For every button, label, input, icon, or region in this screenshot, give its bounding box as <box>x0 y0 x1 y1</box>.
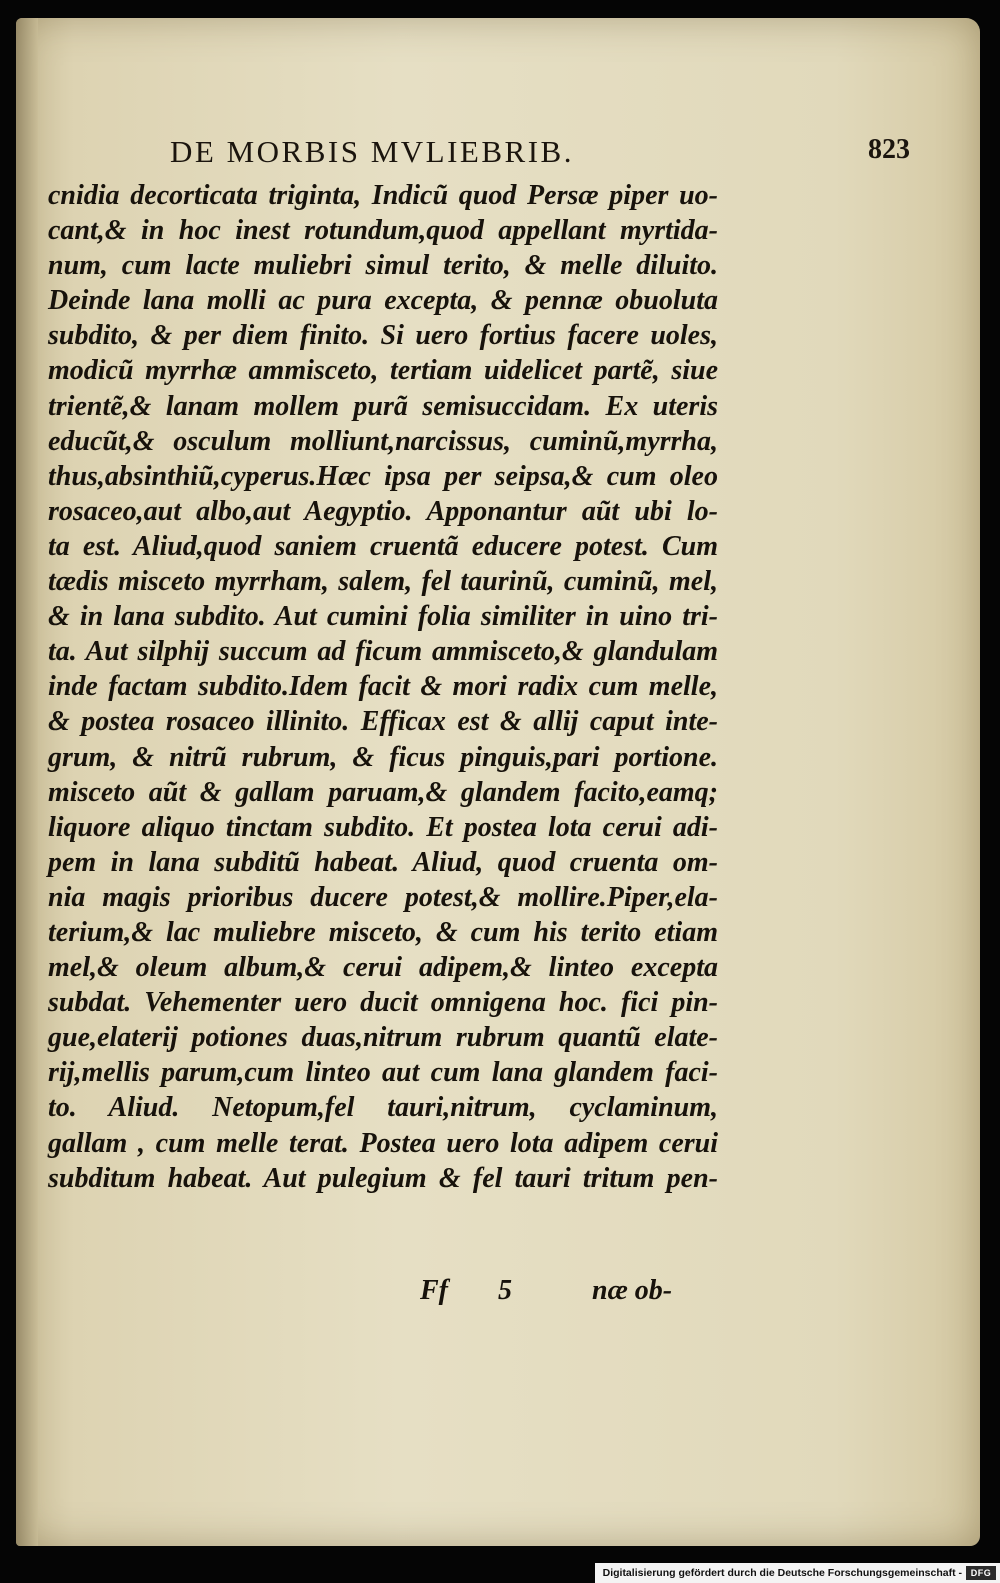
text-line: gallam , cum melle terat. Postea uero lota adipem cerui <box>48 1127 718 1159</box>
text-line: rosaceo,aut albo,aut Aegyptio. Apponantur aũt ubi lo- <box>48 495 718 527</box>
text-line: terium,& lac muliebre misceto, & cum his terito etiam <box>48 916 718 948</box>
text-line: cant,& in hoc inest rotundum,quod appellant myrtida- <box>48 215 718 247</box>
body-text <box>48 178 718 1196</box>
text-line: trientẽ,& lanam mollem purã semisuccidam. Ex uteris <box>48 390 718 422</box>
gathering-number: 5 <box>498 1275 512 1306</box>
text-line: grum, & nitrũ rubrum, & ficus pinguis,pari portione. <box>48 741 718 773</box>
text-line: rij,mellis parum,cum linteo aut cum lana glandem faci- <box>48 1057 718 1089</box>
text-line: nia magis prioribus ducere potest,& mollire.Piper,ela- <box>48 881 718 913</box>
text-line: ta. Aut silphij succum ad ficum ammisceto,& glandulam <box>48 636 718 668</box>
text-line: subdat. Vehementer uero ducit omnigena hoc. fici pin- <box>48 987 718 1019</box>
text-line: & postea rosaceo illinito. Efficax est & allij caput inte- <box>48 706 718 738</box>
catchword: næ ob- <box>592 1275 673 1306</box>
text-line: subdito, & per diem finito. Si uero fortius facere uoles, <box>48 320 718 352</box>
text-line: gue,elaterij potiones duas,nitrum rubrum quantũ elate- <box>48 1022 718 1054</box>
text-line: modicũ myrrhæ ammisceto, tertiam uidelicet partẽ, siue <box>48 355 718 387</box>
text-line: inde factam subdito.Idem facit & mori radix cum melle, <box>48 671 718 703</box>
text-line: cnidia decorticata triginta, Indicũ quod Persæ piper uo- <box>48 180 718 211</box>
text-line: ta est. Aliud,quod saniem cruentã educere potest. Cum <box>48 530 718 562</box>
running-head-title: DE MORBIS MVLIEBRIB. <box>170 134 574 169</box>
page-number: 823 <box>868 134 910 165</box>
credit-text: Digitalisierung gefördert durch die Deutsche Forschungsgemeinschaft - <box>602 1567 962 1579</box>
page-gutter-edge <box>16 18 38 1546</box>
digitization-credit-bar <box>595 1563 1000 1583</box>
text-line: to. Aliud. Netopum,fel tauri,nitrum, cyclaminum, <box>48 1092 718 1124</box>
running-head <box>150 128 910 178</box>
page-footer <box>420 1275 700 1315</box>
text-line: misceto aũt & gallam paruam,& glandem facito,eamq; <box>48 776 718 808</box>
text-line: thus,absinthiũ,cyperus.Hæc ipsa per seipsa,& cum oleo <box>48 460 718 492</box>
dfg-logo-icon: DFG <box>966 1566 996 1580</box>
text-line: Deinde lana molli ac pura excepta, & pennæ obuoluta <box>48 285 718 317</box>
text-line: & in lana subdito. Aut cumini folia similiter in uino tri- <box>48 601 718 633</box>
text-line: subditum habeat. Aut pulegium & fel tauri tritum pen- <box>48 1162 718 1194</box>
text-line: tædis misceto myrrham, salem, fel taurinũ, cuminũ, mel, <box>48 566 718 598</box>
text-line: educũt,& osculum molliunt,narcissus, cuminũ,myrrha, <box>48 425 718 457</box>
signature-mark: Ff <box>420 1275 448 1306</box>
text-line: liquore aliquo tinctam subdito. Et postea lota cerui adi- <box>48 811 718 843</box>
text-line: num, cum lacte muliebri simul terito, & melle diluito. <box>48 250 718 282</box>
text-line: mel,& oleum album,& cerui adipem,& linteo excepta <box>48 952 718 984</box>
text-line: pem in lana subditũ habeat. Aliud, quod cruenta om- <box>48 846 718 878</box>
